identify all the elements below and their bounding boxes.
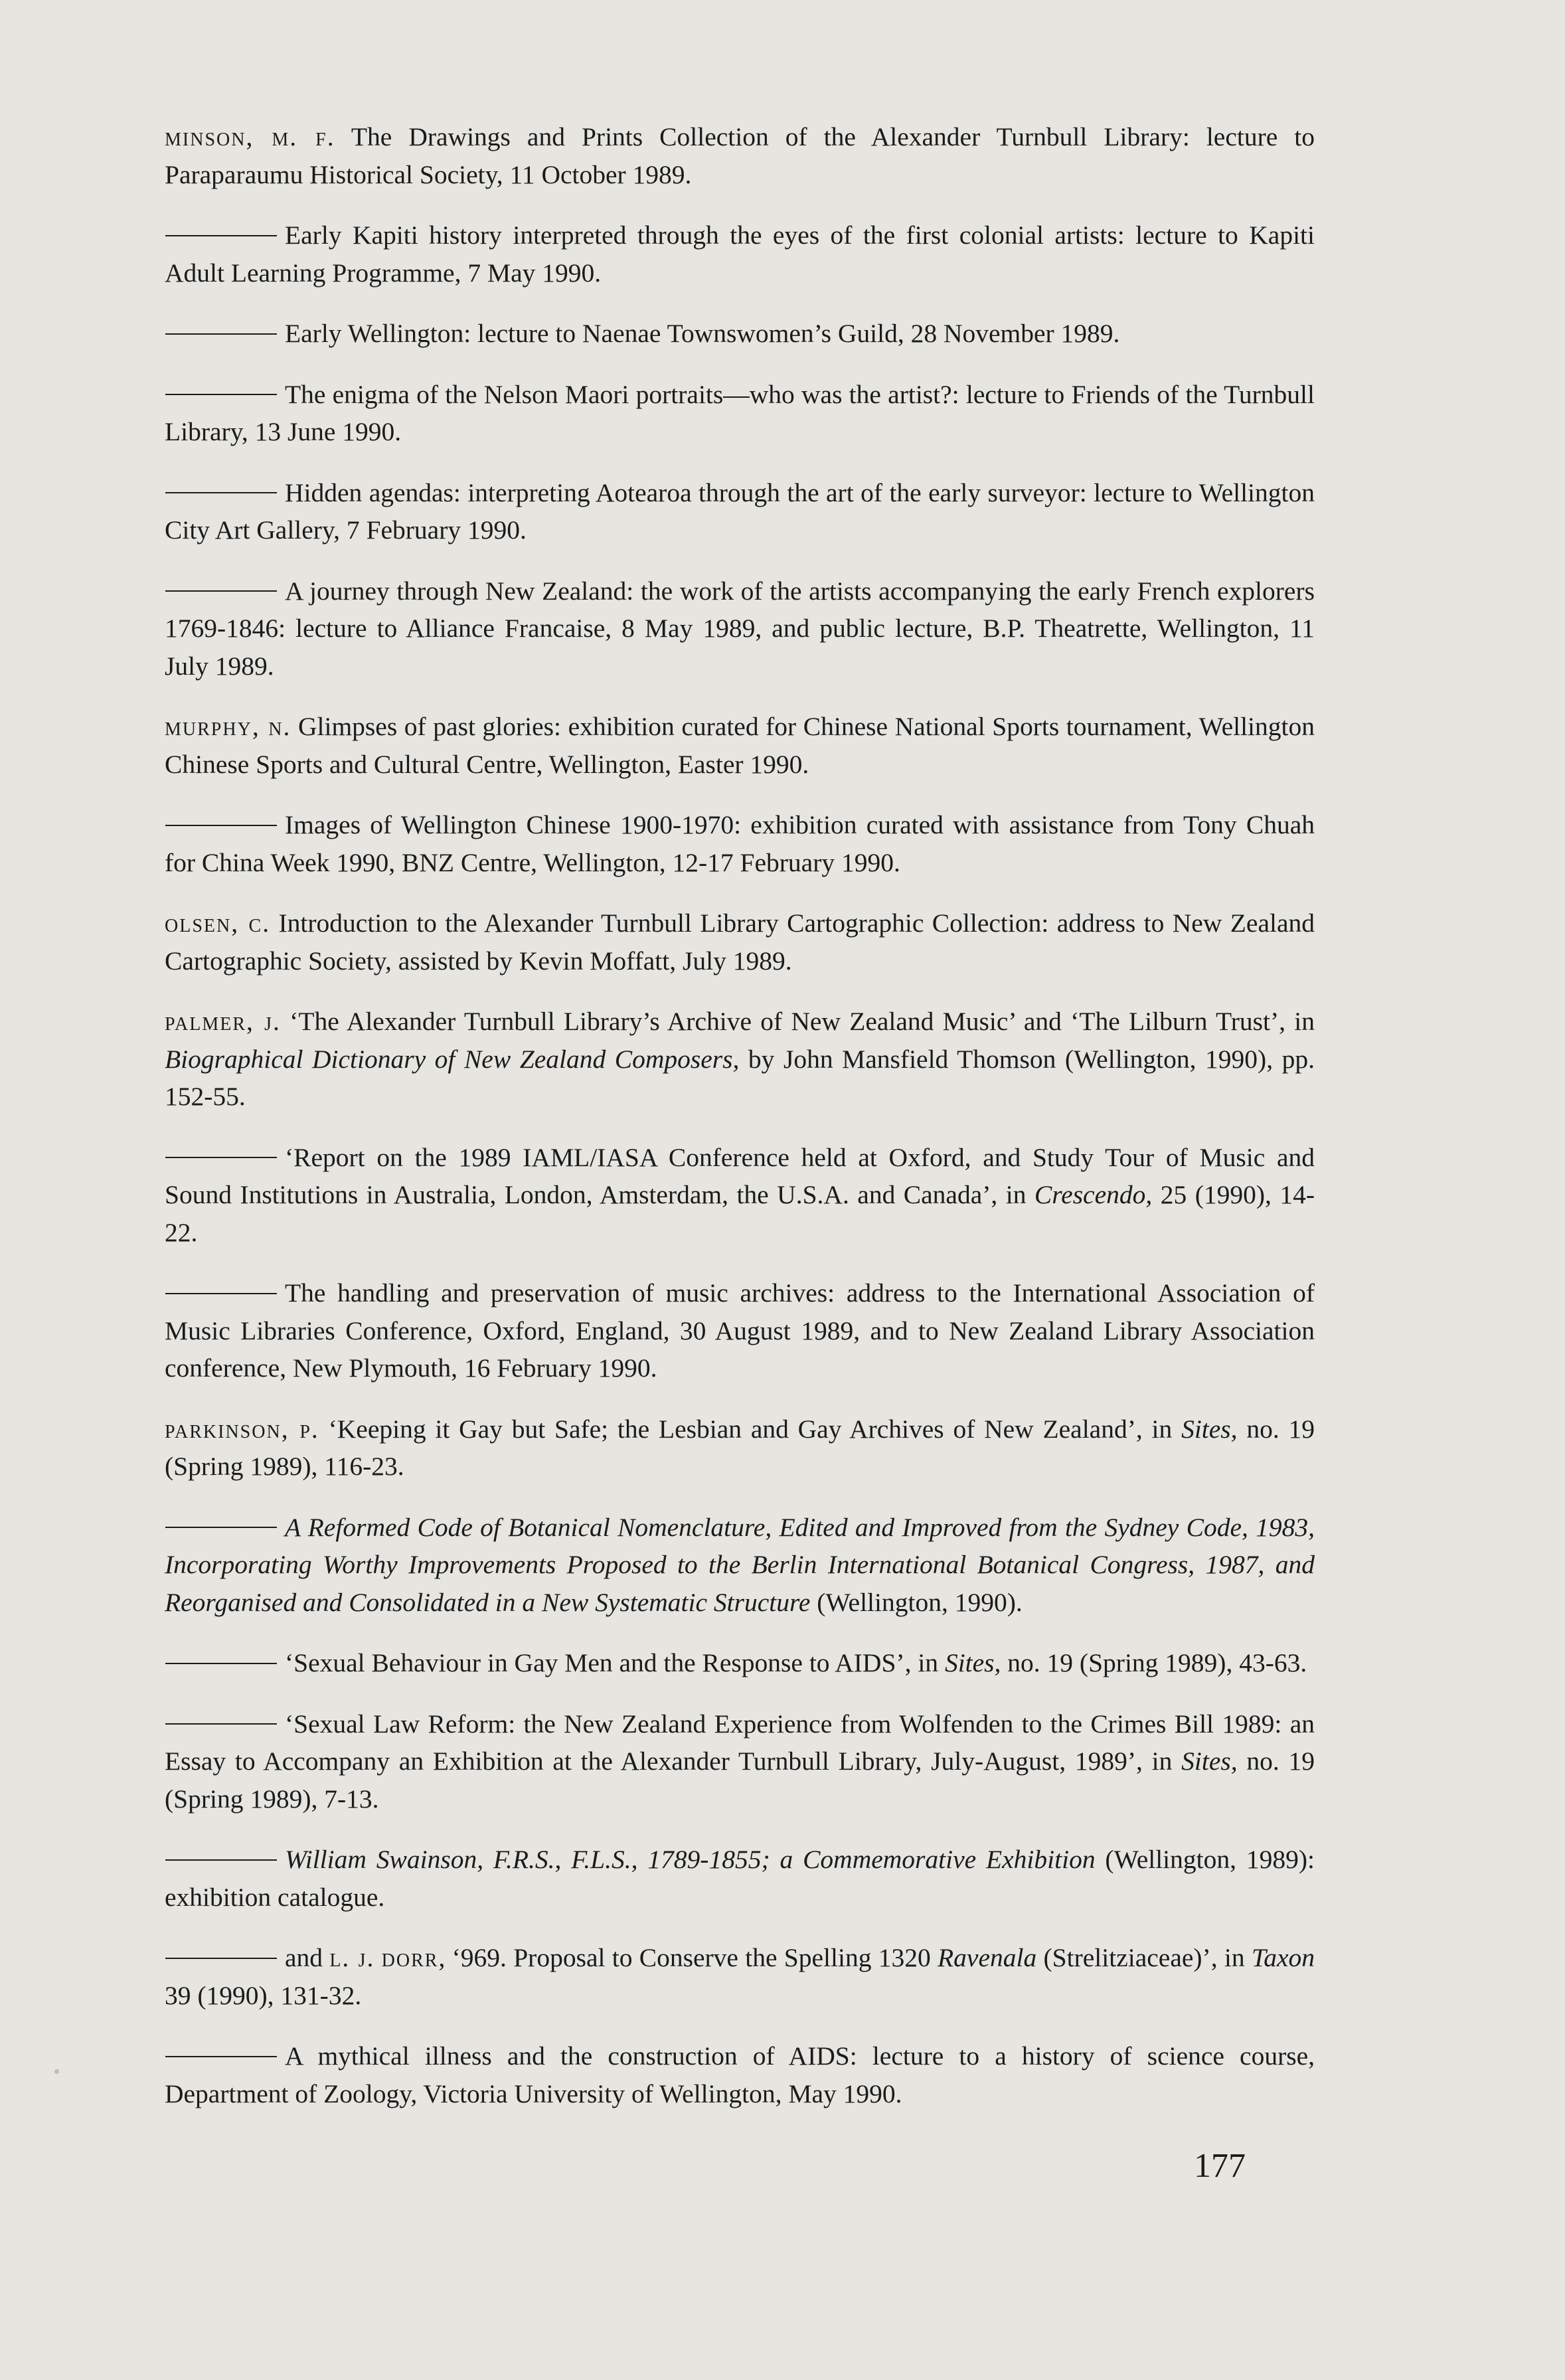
entry-text: Introduction to the Alexander Turnbull Library Cartographic Collection: address to New Zealand Cartographic Society, assisted by Kevin Moffatt, July 1989. [165,908,1315,976]
ditto-dash [165,590,277,592]
bibliography-entry [165,1644,1315,1682]
journal-title-italic: Taxon [1251,1943,1315,1972]
entry-title-italic: Sites, [944,1648,1001,1677]
entry-text: The Drawings and Prints Collection of the Alexander Turnbull Library: lecture to Paraparaumu Historical Society, 11 October 1989. [165,122,1315,189]
author-initials: m. f. [272,122,335,151]
entry-text: no. 19 (Spring 1989), 7-13. [165,1746,1315,1814]
author-name: olsen [165,908,232,938]
bibliography-entry [165,474,1315,549]
ditto-dash [165,825,277,826]
entry-text: The enigma of the Nelson Maori portraits—who was the artist?: lecture to Friends of the Turnbull Library, 13 June 1990. [165,379,1315,446]
entry-text: Early Kapiti history interpreted through the eyes of the first colonial artists: lecture to Kapiti Adult Learning Programme, 7 May 1990. [165,220,1315,288]
bibliography-entry [165,1841,1315,1916]
ditto-dash [165,1157,277,1158]
bibliography-entry: palmer, j. ‘The Alexander Turnbull Library’s Archive of New Zealand Music’ and ‘The Lilburn Trust’, in Biographical Dictionary of New Zealand Composers, by John Mansfield Thomson (Wellington, 1990), pp. 152-55. [165,1007,1315,1111]
entry-title-italic: Sites, [1181,1746,1238,1776]
paper-speck [54,2069,59,2074]
entry-text: and [285,1943,330,1972]
page-number: 177 [1194,2147,1246,2185]
bibliography-entry: minson, m. f. The Drawings and Prints Collection of the Alexander Turnbull Library: lecture to Paraparaumu Historical Society, 11 October 1989. [165,122,1315,189]
bibliography-entry: murphy, n. Glimpses of past glories: exhibition curated for Chinese National Sports tournament, Wellington Chinese Sports and Cultural Centre, Wellington, Easter 1990. [165,712,1315,779]
entry-text: ‘Report on the 1989 IAML/IASA Conference held at Oxford, and Study Tour of Music and Sound Institutions in Australia, London, Amsterdam, the U.S.A. and Canada’, in [165,1142,1315,1209]
entry-text: , ‘969. Proposal to Conserve the Spelling 1320 [438,1943,938,1972]
entry-text: ‘Sexual Behaviour in Gay Men and the Response to AIDS’, in [285,1648,945,1677]
author-initials: c. [248,908,271,938]
ditto-dash [165,1723,277,1725]
entry-text: The handling and preservation of music archives: address to the International Association of Music Libraries Conference, Oxford, England, 30 August 1989, and to New Zealand Library Association conference, New Plymouth, 16 February 1990. [165,1278,1315,1383]
author-initials: p. [299,1414,319,1444]
author-name: parkinson [165,1414,282,1444]
bibliography-entry [165,315,1315,353]
ditto-dash [165,394,277,395]
ditto-dash [165,1663,277,1664]
bibliography-entry [165,376,1315,451]
ditto-dash [165,1527,277,1528]
bibliography-entry [165,216,1315,292]
entry-title-italic: A Reformed Code of Botanical Nomenclature, Edited and Improved from the Sydney Code, 1983, Incorporating Worthy Improvements Proposed to the Berlin International Botanical Congress, 1987, and Reorganised and Consolidated in a New Systematic Structure [165,1512,1315,1617]
author-name: palmer [165,1007,247,1036]
author-name: minson [165,122,246,151]
bibliography-entry [165,572,1315,685]
entry-text: by John Mansfield Thomson (Wellington, 1990), pp. 152-55. [165,1044,1315,1111]
coauthor-name: dorr [381,1943,439,1972]
bibliography-entry [165,2037,1315,2112]
entry-text: ‘The Alexander Turnbull Library’s Archive of New Zealand Music’ and ‘The Lilburn Trust’, in [289,1007,1315,1036]
bibliography-entry [165,1939,1315,2014]
bibliography-entry [165,1509,1315,1622]
entry-text: 39 (1990), 131-32. [165,1980,362,2010]
entry-title-italic: Ravenala [938,1943,1037,1972]
bibliography-entry: parkinson, p. ‘Keeping it Gay but Safe; the Lesbian and Gay Archives of New Zealand’, in Sites, no. 19 (Spring 1989), 116-23. [165,1414,1315,1481]
entry-text: Images of Wellington Chinese 1900-1970: exhibition curated with assistance from Tony Chuah for China Week 1990, BNZ Centre, Wellington, 12-17 February 1990. [165,810,1315,877]
entry-text: Glimpses of past glories: exhibition curated for Chinese National Sports tournament, Wellington Chinese Sports and Cultural Centre, Wellington, Easter 1990. [165,712,1315,779]
entry-text: 25 (1990), 14-22. [165,1180,1315,1247]
entry-text: ‘Keeping it Gay but Safe; the Lesbian and Gay Archives of New Zealand’, in [328,1414,1182,1444]
ditto-dash [165,1293,277,1294]
entry-text: Hidden agendas: interpreting Aotearoa through the art of the early surveyor: lecture to Wellington City Art Gallery, 7 February 1990. [165,477,1315,545]
entry-text: (Wellington, 1989): exhibition catalogue. [165,1845,1315,1912]
ditto-dash [165,2056,277,2057]
ditto-dash [165,333,277,335]
entry-text: A mythical illness and the construction of AIDS: lecture to a history of science course, Department of Zoology, Victoria University of Wellington, May 1990. [165,2041,1315,2108]
bibliography-entry [165,1274,1315,1387]
ditto-dash [165,1859,277,1861]
ditto-dash [165,1958,277,1959]
entry-text: no. 19 (Spring 1989), 116-23. [165,1414,1315,1481]
entry-title-italic: Crescendo, [1034,1180,1153,1209]
entry-text: no. 19 (Spring 1989), 43-63. [1001,1648,1307,1677]
entry-text: (Strelitziaceae)’, in [1036,1943,1252,1972]
bibliography-entry [165,1139,1315,1252]
entry-text: Early Wellington: lecture to Naenae Townswomen’s Guild, 28 November 1989. [285,319,1120,348]
coauthor-initials: l. j. [329,1943,375,1972]
entry-title-italic: William Swainson, F.R.S., F.L.S., 1789-1855; a Commemorative Exhibition [285,1845,1096,1874]
entry-text: ‘Sexual Law Reform: the New Zealand Experience from Wolfenden to the Crimes Bill 1989: an Essay to Accompany an Exhibition at the Alexander Turnbull Library, July-August, 1989’, in [165,1709,1315,1776]
bibliography-entry [165,1705,1315,1818]
bibliography-list [165,118,1315,2136]
author-initials: j. [264,1007,281,1036]
entry-title-italic: Sites, [1181,1414,1238,1444]
entry-text: (Wellington, 1990). [810,1587,1023,1617]
ditto-dash [165,492,277,493]
entry-text: A journey through New Zealand: the work of the artists accompanying the early French explorers 1769-1846: lecture to Alliance Francaise, 8 May 1989, and public lecture, B.P. Theatrette, Wellington, 11 July 1989. [165,576,1315,681]
author-name: murphy [165,712,252,741]
entry-title-italic: Biographical Dictionary of New Zealand Composers, [165,1044,740,1074]
ditto-dash [165,235,277,236]
bibliography-entry: olsen, c. Introduction to the Alexander Turnbull Library Cartographic Collection: address to New Zealand Cartographic Society, assisted by Kevin Moffatt, July 1989. [165,908,1315,976]
bibliography-entry [165,806,1315,881]
author-initials: n. [268,712,291,741]
